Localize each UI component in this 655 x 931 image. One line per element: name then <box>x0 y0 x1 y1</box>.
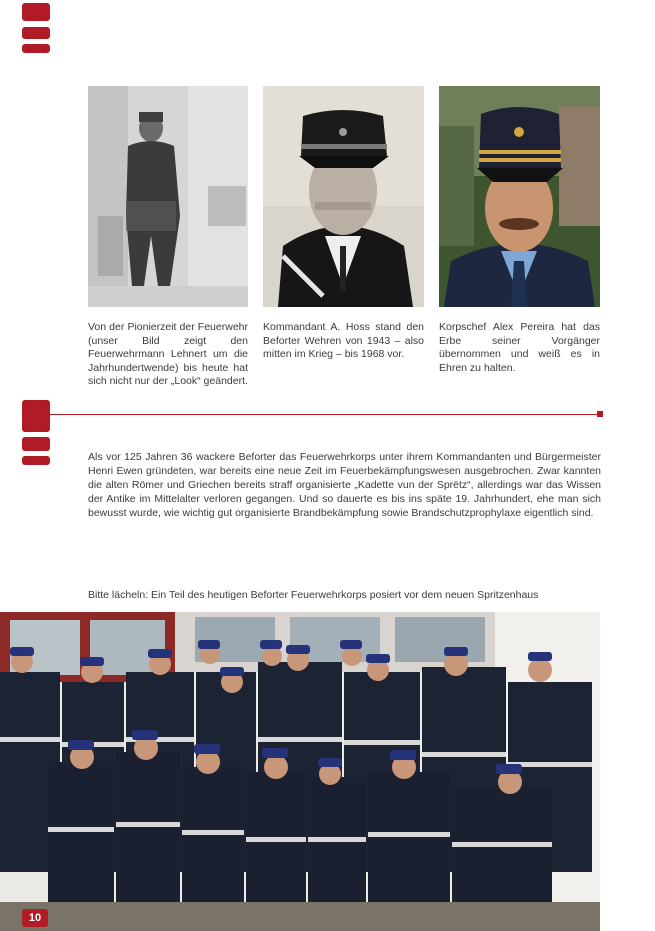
photo-pioneer-firefighter <box>88 86 248 307</box>
section-divider <box>48 414 601 415</box>
divider-end-marker <box>597 411 603 417</box>
photo-korpschef-pereira <box>439 86 600 307</box>
section-tab-5 <box>22 437 50 451</box>
section-tab-6 <box>22 456 50 465</box>
section-tab-2 <box>22 27 50 39</box>
caption-pioneer: Von der Pionierzeit der Feuerwehr (unser Bild zeigt den Feuerwehrmann Lehnert um die Jahrhundertwende) bis heute hat sich nicht nur der „Look“ geändert. <box>88 321 248 388</box>
section-tab-1 <box>22 3 50 21</box>
caption-pereira: Korpschef Alex Pereira hat das Erbe seiner Vorgänger übernommen und weiß es in Ehren zu halten. <box>439 321 600 374</box>
group-photo-caption: Bitte lächeln: Ein Teil des heutigen Beforter Feuerwehrkorps posiert vor dem neuen Spritzenhaus <box>88 589 539 601</box>
page-number: 10 <box>22 909 48 927</box>
section-tab-4 <box>22 400 50 432</box>
article-paragraph: Als vor 125 Jahren 36 wackere Beforter das Feuerwehrkorps unter ihrem Kommandanten und Bürgermeister Henri Ewen gründeten, war bereits eine neue Zeit im Feuerbekämpfungswesen ausgebrochen. Zwar kannten die alten Römer und Griechen bereits straff organisierte „Kadette vun der Sprëtz“, allerdings war das Wissen der Antike im Mittelalter verloren gegangen. Und so dauerte es bis ins späte 19. Jahrhundert, ehe man sich bewusst wurde, wie wichtig gut organisierte Brandbekämpfung sowie Brandschutzprophylaxe eigentlich sind. <box>88 451 601 519</box>
caption-hoss: Kommandant A. Hoss stand den Beforter Wehren von 1943 – also mitten im Krieg – bis 1968 vor. <box>263 321 424 361</box>
photo-firefighter-group <box>0 612 600 931</box>
section-tab-3 <box>22 44 50 53</box>
photo-kommandant-hoss <box>263 86 424 307</box>
